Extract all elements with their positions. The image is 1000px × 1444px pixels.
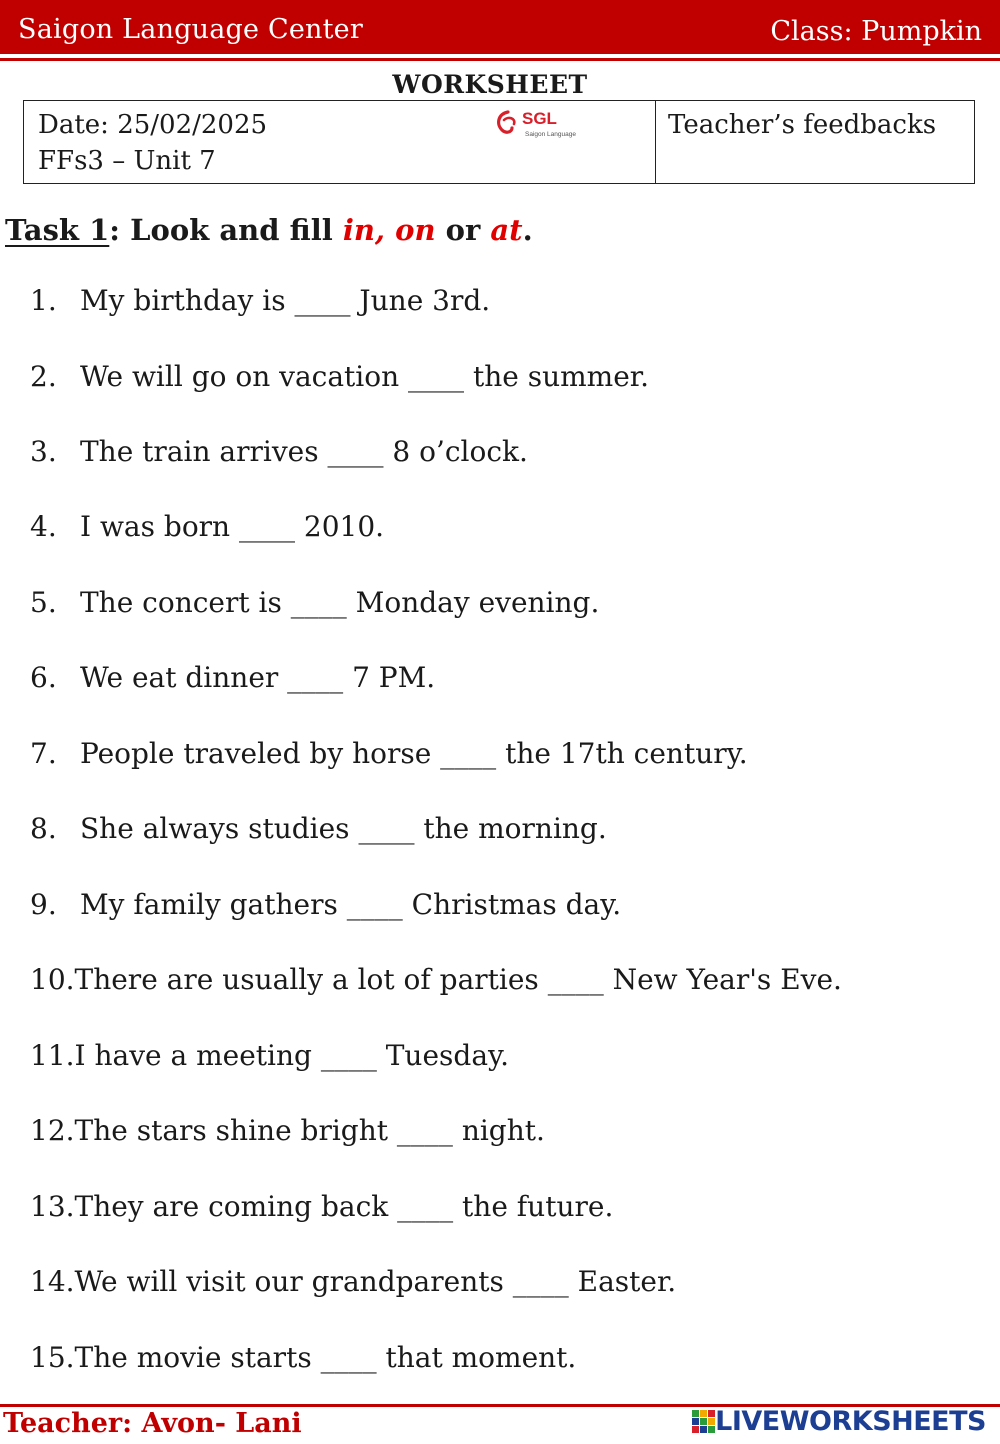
question-number: 14. bbox=[30, 1265, 75, 1298]
question-item bbox=[30, 360, 649, 393]
task-or: or bbox=[435, 213, 491, 247]
question-item bbox=[30, 435, 528, 468]
question-text: The concert is ____ Monday evening. bbox=[80, 586, 600, 619]
question-number: 10. bbox=[30, 963, 75, 996]
keyword-at: at bbox=[490, 213, 523, 247]
sgl-logo-icon bbox=[494, 106, 594, 142]
question-text: The train arrives ____ 8 o’clock. bbox=[80, 435, 528, 468]
question-item bbox=[30, 1114, 545, 1147]
question-number: 6. bbox=[30, 661, 57, 694]
unit-text: FFs3 – Unit 7 bbox=[38, 146, 216, 176]
question-item bbox=[30, 1190, 613, 1223]
question-number: 15. bbox=[30, 1341, 75, 1374]
question-number: 9. bbox=[30, 888, 57, 921]
question-item bbox=[30, 1039, 509, 1072]
task-instruction: : Look and fill bbox=[109, 213, 343, 247]
question-number: 5. bbox=[30, 586, 57, 619]
question-item bbox=[30, 1265, 676, 1298]
question-item bbox=[30, 812, 607, 845]
task-period: . bbox=[522, 213, 533, 247]
question-number: 13. bbox=[30, 1190, 75, 1223]
question-text: They are coming back ____ the future. bbox=[74, 1190, 614, 1223]
logo-subtext: Saigon Language bbox=[525, 131, 576, 138]
worksheet-title: WORKSHEET bbox=[392, 70, 588, 99]
question-item bbox=[30, 888, 621, 921]
info-left-cell bbox=[24, 101, 656, 183]
question-text: There are usually a lot of parties ____ New Year's Eve. bbox=[74, 963, 842, 996]
question-text: She always studies ____ the morning. bbox=[80, 812, 607, 845]
question-number: 3. bbox=[30, 435, 57, 468]
question-text: I have a meeting ____ Tuesday. bbox=[74, 1039, 510, 1072]
header-divider bbox=[0, 58, 1000, 61]
question-item bbox=[30, 661, 435, 694]
question-number: 11. bbox=[30, 1039, 75, 1072]
liveworksheets-brand[interactable]: LIVEWORKSHEETS bbox=[715, 1406, 986, 1437]
task-number: Task 1 bbox=[5, 213, 110, 247]
feedback-label: Teacher’s feedbacks bbox=[668, 110, 937, 140]
question-text: We eat dinner ____ 7 PM. bbox=[80, 661, 436, 694]
question-number: 2. bbox=[30, 360, 57, 393]
question-text: We will go on vacation ____ the summer. bbox=[80, 360, 649, 393]
date-text: Date: 25/02/2025 bbox=[38, 110, 268, 140]
center-name: Saigon Language Center bbox=[18, 14, 363, 45]
question-text: My birthday is ____ June 3rd. bbox=[80, 284, 491, 317]
question-number: 4. bbox=[30, 510, 57, 543]
question-item bbox=[30, 284, 490, 317]
keyword-in-on: in, on bbox=[342, 213, 436, 247]
question-text: The stars shine bright ____ night. bbox=[74, 1114, 545, 1147]
question-text: My family gathers ____ Christmas day. bbox=[80, 888, 622, 921]
class-label: Class: Pumpkin bbox=[770, 16, 982, 47]
question-item bbox=[30, 510, 384, 543]
question-text: The movie starts ____ that moment. bbox=[74, 1341, 577, 1374]
question-item bbox=[30, 963, 842, 996]
question-number: 7. bbox=[30, 737, 57, 770]
question-item bbox=[30, 586, 599, 619]
question-item bbox=[30, 1341, 576, 1374]
question-item bbox=[30, 737, 748, 770]
task-heading bbox=[5, 213, 533, 247]
question-text: I was born ____ 2010. bbox=[80, 510, 385, 543]
question-number: 8. bbox=[30, 812, 57, 845]
header-band bbox=[0, 0, 1000, 54]
liveworksheets-logo-icon bbox=[692, 1410, 716, 1434]
teacher-name: Teacher: Avon- Lani bbox=[3, 1408, 302, 1439]
question-text: We will visit our grandparents ____ Easter. bbox=[74, 1265, 677, 1298]
logo-text: SGL bbox=[522, 109, 557, 128]
question-number: 1. bbox=[30, 284, 57, 317]
question-number: 12. bbox=[30, 1114, 75, 1147]
info-box bbox=[23, 100, 975, 184]
question-text: People traveled by horse ____ the 17th century. bbox=[80, 737, 748, 770]
